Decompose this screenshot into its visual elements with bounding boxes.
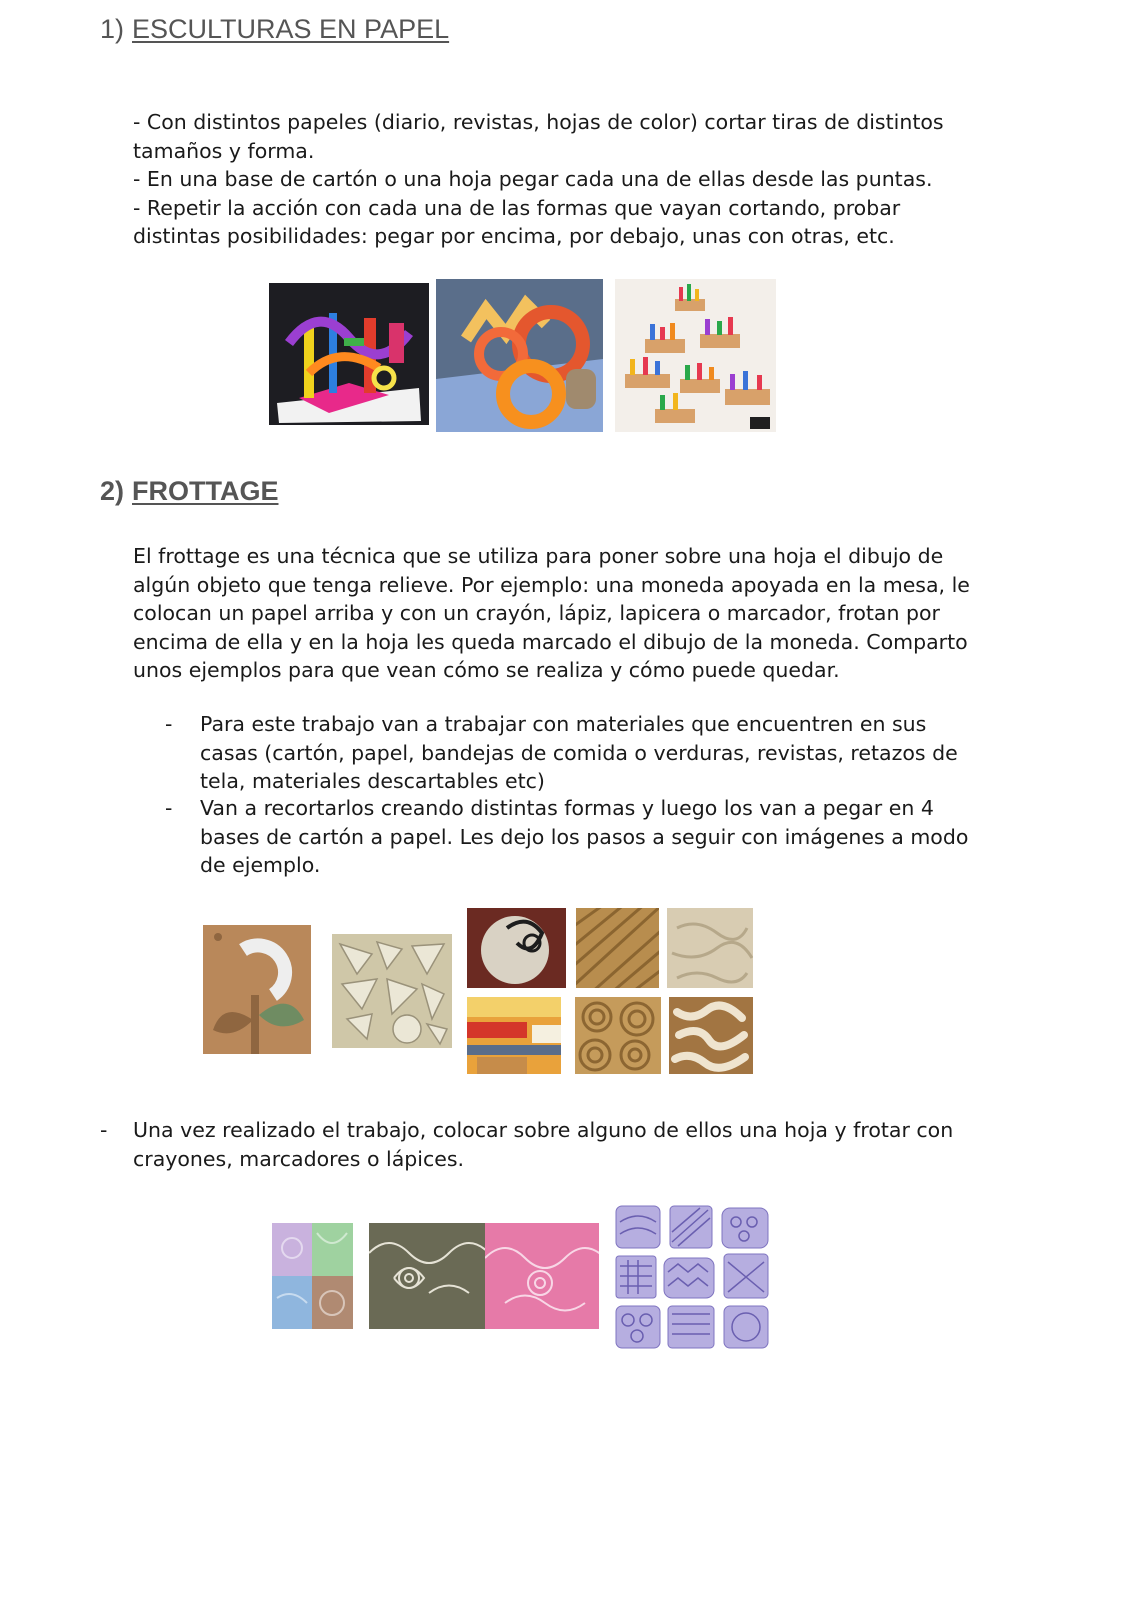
paper-sculpture-photo-3	[615, 279, 776, 432]
text-line: - Con distintos papeles (diario, revistas, hojas de color) cortar tiras de distintos	[133, 110, 944, 134]
section-2-heading	[100, 476, 279, 507]
relief-photo-glue-paths	[669, 997, 753, 1074]
relief-photo-magazine	[467, 997, 561, 1074]
relief-photo-circle	[467, 908, 566, 988]
section-2-intro	[133, 542, 1033, 685]
text-line: - En una base de cartón o una hoja pegar cada una de ellas desde las puntas.	[133, 167, 933, 192]
text-line: de ejemplo.	[200, 853, 321, 878]
bullet-dash: -	[165, 712, 173, 736]
text-line: casas (cartón, papel, bandejas de comida o verduras, revistas, retazos de	[200, 740, 958, 765]
paper-sculpture-photo-1	[269, 283, 429, 425]
section-1-title: ESCULTURAS EN PAPEL	[132, 14, 450, 44]
bullet-dash: -	[100, 1118, 108, 1142]
rubbing-photo-texture-grid	[612, 1202, 772, 1352]
text-line: bases de cartón a papel. Les dejo los pasos a seguir con imágenes a modo	[200, 824, 969, 849]
relief-photo-string-spirals	[575, 997, 661, 1074]
section-2-number: 2)	[100, 476, 125, 506]
paper-sculpture-photo-2	[436, 279, 603, 432]
text-line: crayones, marcadores o lápices.	[133, 1146, 465, 1171]
text-line: distintas posibilidades: pegar por encima, por debajo, unas con otras, etc.	[133, 224, 895, 249]
section-2-title: FROTTAGE	[132, 476, 279, 506]
rubbing-photo-four-colors	[272, 1223, 353, 1329]
rubbing-photo-lace-pink	[485, 1223, 599, 1329]
section-1-number: 1)	[100, 14, 125, 44]
relief-photo-string-lines	[576, 908, 659, 988]
text-line: Para este trabajo van a trabajar con materiales que encuentren en sus	[200, 712, 927, 736]
text-line: unos ejemplos para que vean cómo se realiza y cómo puede quedar.	[133, 658, 840, 683]
relief-photo-foil	[667, 908, 753, 988]
text-line: colocan un papel arriba y con un crayón, lápiz, lapicera o marcador, frotan por	[133, 601, 940, 626]
text-line: Van a recortarlos creando distintas formas y luego los van a pegar en 4	[200, 796, 934, 820]
text-line: tamaños y forma.	[133, 138, 315, 163]
bullet-dash: -	[165, 796, 173, 820]
relief-photo-flower	[203, 925, 311, 1054]
text-line: algún objeto que tenga relieve. Por ejemplo: una moneda apoyada en la mesa, le	[133, 572, 970, 597]
rubbing-photo-lace-white	[369, 1223, 485, 1329]
text-line: encima de ella y en la hoja les queda marcado el dibujo de la moneda. Comparto	[133, 629, 968, 654]
relief-photo-foam	[332, 934, 452, 1048]
text-line: El frottage es una técnica que se utiliza para poner sobre una hoja el dibujo de	[133, 544, 944, 568]
text-line: tela, materiales descartables etc)	[200, 769, 545, 794]
text-line: Una vez realizado el trabajo, colocar sobre alguno de ellos una hoja y frotar con	[133, 1118, 954, 1142]
section-1-instructions	[133, 108, 1033, 251]
text-line: - Repetir la acción con cada una de las formas que vayan cortando, probar	[133, 195, 901, 220]
section-1-heading	[100, 14, 449, 45]
